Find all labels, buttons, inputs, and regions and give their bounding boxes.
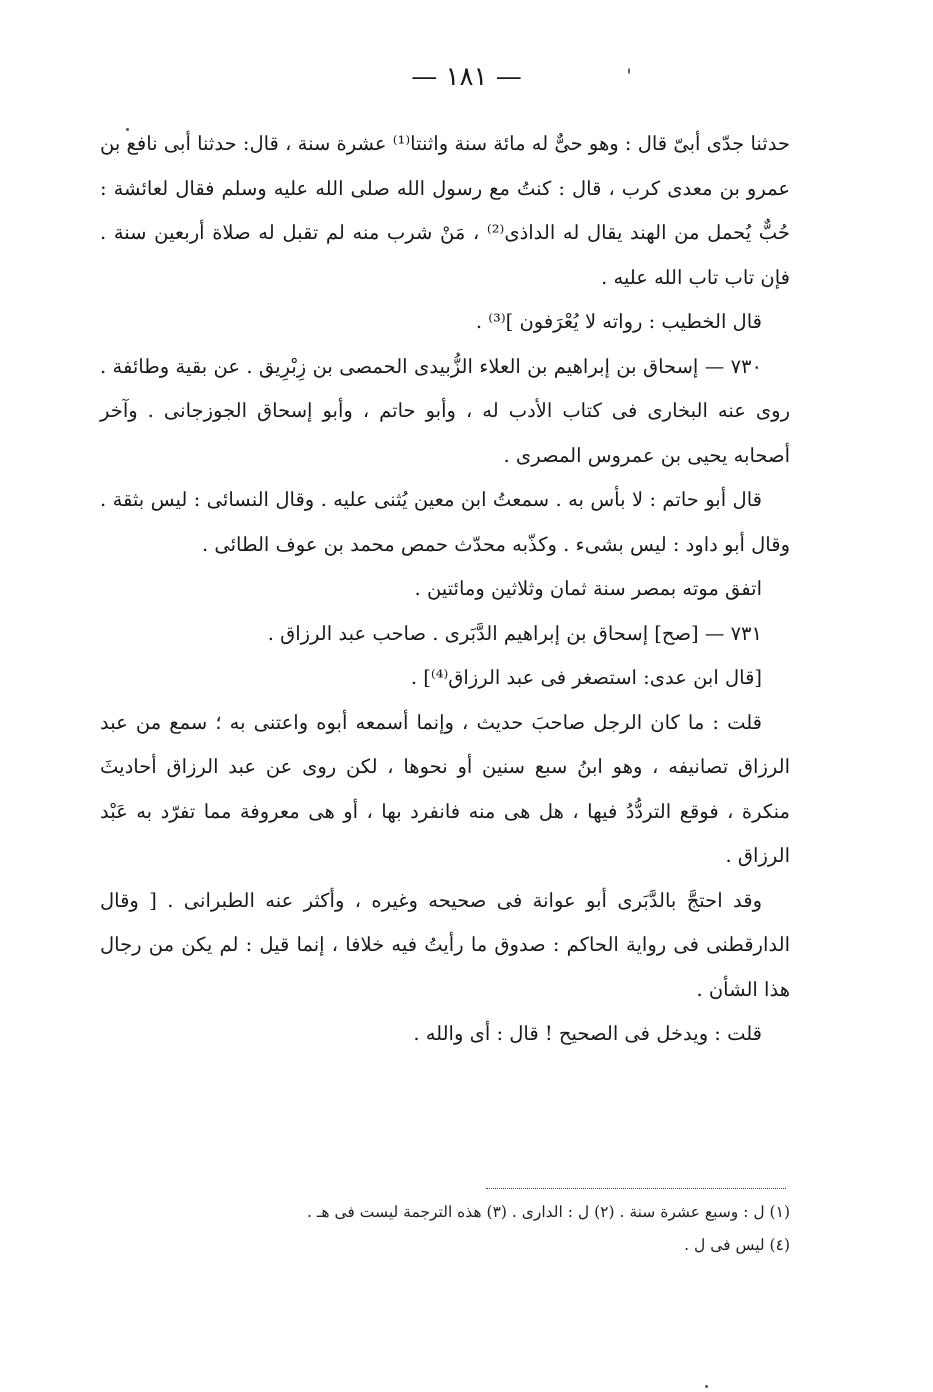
paragraph: قال أبو حاتم : لا بأس به . سمعتُ ابن معين يُثنى عليه . وقال النسائى : ليس بثقة . وقال أبو داود : ليس بشىء . وكذّبه محدّث حمص محمد بن عوف الطائى .: [100, 488, 790, 556]
page-number: — ١٨١ —: [411, 62, 522, 92]
paragraph: قال الخطيب : رواته لا يُعْرَفون ]⁽³⁾ .: [475, 310, 762, 333]
footnote-divider: [486, 1188, 786, 1189]
main-text: [100, 122, 790, 1057]
scan-speck: [126, 128, 129, 131]
footnote-line: (٤) ليس فى ل .: [684, 1236, 790, 1254]
footnotes: [90, 1196, 790, 1262]
paragraph: قلت : ما كان الرجل صاحبَ حديث ، وإنما أسمعه أبوه واعتنى به ؛ سمع من عبد الرزاق تصانيفه ، وهو ابنُ سبع سنين أو نحوها ، لكن روى عن عبد الرزاق أحاديثَ منكرة ، فوقع التردُّدُ فيها ، هل هى منه فانفرد بها ، أو هى معروفة مما تفرّد به عَبْد الرزاق .: [100, 710, 790, 867]
paragraph: قلت : ويدخل فى الصحيح ! قال : أى والله .: [413, 1022, 762, 1045]
paragraph: حدثنا جدّى أبىّ قال : وهو حىٌّ له مائة سنة واثنتا⁽¹⁾ عشرة سنة ، قال: حدثنا أبى نافع بن عمرو بن معدى كرب ، قال : كنتُ مع رسول الله صلى الله عليه وسلم فقال لعائشة : حُبٌّ يُحمل من الهند يقال له الداذى⁽²⁾ ، مَنْ شرب منه لم تقبل له صلاة أربعين سنة . فإن تاب تاب الله عليه .: [100, 132, 790, 289]
entry-730: ٧٣٠ — إسحاق بن إبراهيم بن العلاء الزُّبيدى الحمصى بن زِبْرِيق . عن بقية وطائفة . روى عنه البخارى فى كتاب الأدب له ، وأبو حاتم ، وأبو إسحاق الجوزجانى . وآخر أصحابه يحيى بن عمروس المصرى .: [100, 354, 790, 467]
footnote-line: (١) ل : وسبع عشرة سنة . (٢) ل : الدارى . (٣) هذه الترجمة ليست فى هـ .: [307, 1203, 790, 1221]
paragraph: وقد احتجَّ بالدَّبَرى أبو عوانة فى صحيحه وغيره ، وأكثر عنه الطبرانى . [ وقال الدارقطنى فى رواية الحاكم : صدوق ما رأيتُ فيه خلافا ، إنما قيل : لم يكن من رجال هذا الشأن .: [100, 888, 790, 1001]
entry-731: ٧٣١ — [صح] إسحاق بن إبراهيم الدَّبَرى . صاحب عبد الرزاق .: [267, 621, 762, 645]
paragraph: [قال ابن عدى: استصغر فى عبد الرزاق⁽⁴⁾] .: [410, 666, 762, 689]
scan-speck: [705, 1385, 708, 1388]
scan-speck: [628, 68, 630, 74]
paragraph: اتفق موته بمصر سنة ثمان وثلاثين ومائتين .: [414, 577, 762, 600]
